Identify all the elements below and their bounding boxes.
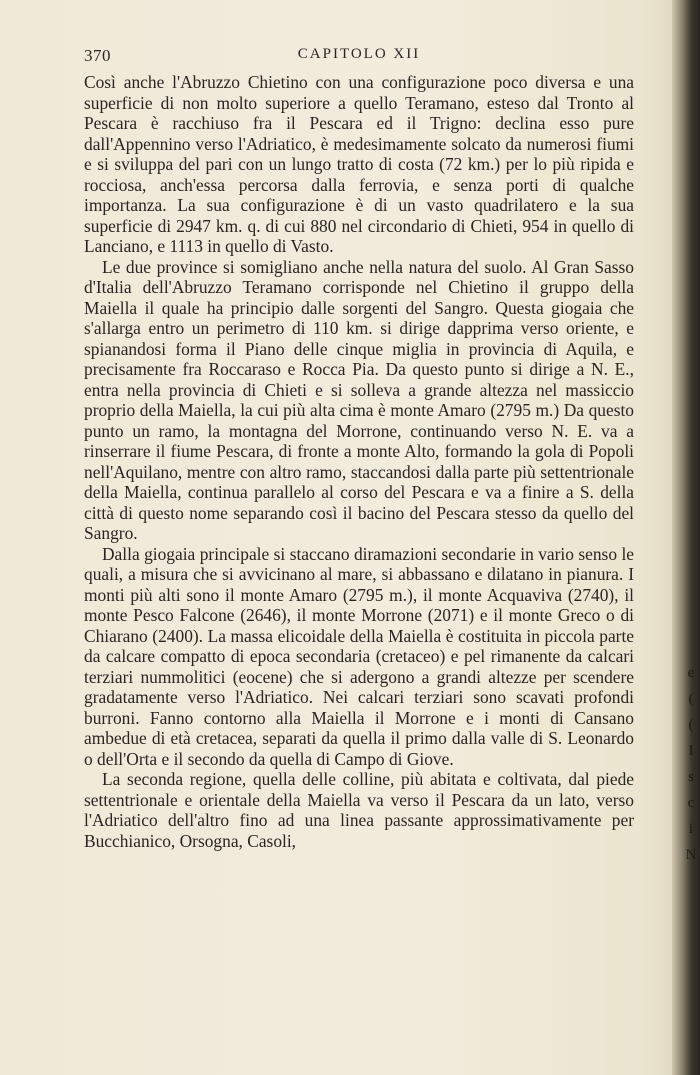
paragraph-2: Le due province si somigliano anche nella natura del suolo. Al Gran Sasso d'Italia dell'Abruzzo Teramano corrisponde nel Chietino il gruppo della Maiella il quale ha principio dalle sorgenti del Sangro. Questa giogaia che s'allarga entro un perimetro di 110 km. si dirige dapprima verso oriente, e spianandosi forma il Piano delle cinque miglia in provincia di Aquila, e precisamente fra Roccaraso e Rocca Pia. Da questo punto si dirige a N. E., entra nella provincia di Chieti e si solleva a grande altezza nel massiccio proprio della Maiella, la cui più alta cima è monte Amaro (2795 m.) Da questo punto un ramo, la montagna del Morrone, continuando verso N. E. va a rinserrare il fiume Pescara, di fronte a monte Alto, formando la gola di Popoli nell'Aquilano, mentre con altro ramo, staccandosi dalla parte più settentrionale della Maiella, continua parallelo al corso del Pescara e va a finire a S. della città di questo nome separando così il bacino del Pescara stesso da quello del Sangro.: [84, 256, 634, 543]
edge-letter: N: [685, 847, 697, 863]
page-header: [84, 46, 634, 68]
edge-letter: c: [687, 795, 695, 811]
paragraph-4: La seconda regione, quella delle colline, più abitata e coltivata, dal piede settentrionale e orientale della Maiella va verso il Pescara da un lato, verso l'Adriatico dell'altro fino ad una linea passante approssimativamente per Bucchianico, Orsogna, Casoli,: [84, 769, 634, 851]
edge-letter: (: [688, 691, 694, 707]
chapter-title: CAPITOLO XII: [297, 46, 421, 62]
edge-letter: s: [688, 769, 694, 785]
book-gutter: [672, 0, 700, 1075]
edge-letter: e: [687, 665, 695, 681]
body-text: [84, 72, 634, 851]
edge-letter: I: [688, 743, 694, 759]
page-number: 370: [84, 46, 111, 65]
edge-letter: (: [688, 717, 694, 733]
paragraph-3: Dalla giogaia principale si staccano diramazioni secondarie in vario senso le quali, a misura che si avvicinano al mare, si abbassano e dilatano in pianura. I monti più alti sono il monte Amaro (2795 m.), il monte Acquaviva (2740), il monte Pesco Falcone (2646), il monte Morrone (2071) e il monte Greco o di Chiarano (2400). La massa elicoidale della Maiella è costituita in piccola parte da calcare compatto di epoca secondaria (cretaceo) e pel rimanente da calcari terziari nummolitici (eocene) che si adergono a grandi altezze per scendere gradatamente verso l'Adriatico. Nei calcari terziari sono scavati profondi burroni. Fanno contorno alla Maiella il Morrone e i monti di Cansano ambedue di età cretacea, separati da quella il primo dalla valle di S. Leonardo o dell'Orta e il secondo da quella di Campo di Giove.: [84, 543, 634, 769]
edge-letter: i: [688, 821, 694, 837]
paragraph-1: Così anche l'Abruzzo Chietino con una configurazione poco diversa e una superficie di non molto superiore a quello Teramano, esteso dal Tronto al Pescara è racchiuso fra il Pescara ed il Trigno: declina esso pure dall'Appennino verso l'Adriatico, è medesimamente solcato da numerosi fiumi e si sviluppa del pari con un lungo tratto di costa (72 km.) per lo più ripida e rocciosa, anch'essa percorsa dalla ferrovia, e senza porti di qualche importanza. La sua configurazione è di un vasto quadrilatero e la sua superficie di 2947 km. q. di cui 880 nel circondario di Chieti, 954 in quello di Lanciano, e 1113 in quello di Vasto.: [84, 72, 634, 256]
facing-page-edge: [684, 660, 698, 868]
